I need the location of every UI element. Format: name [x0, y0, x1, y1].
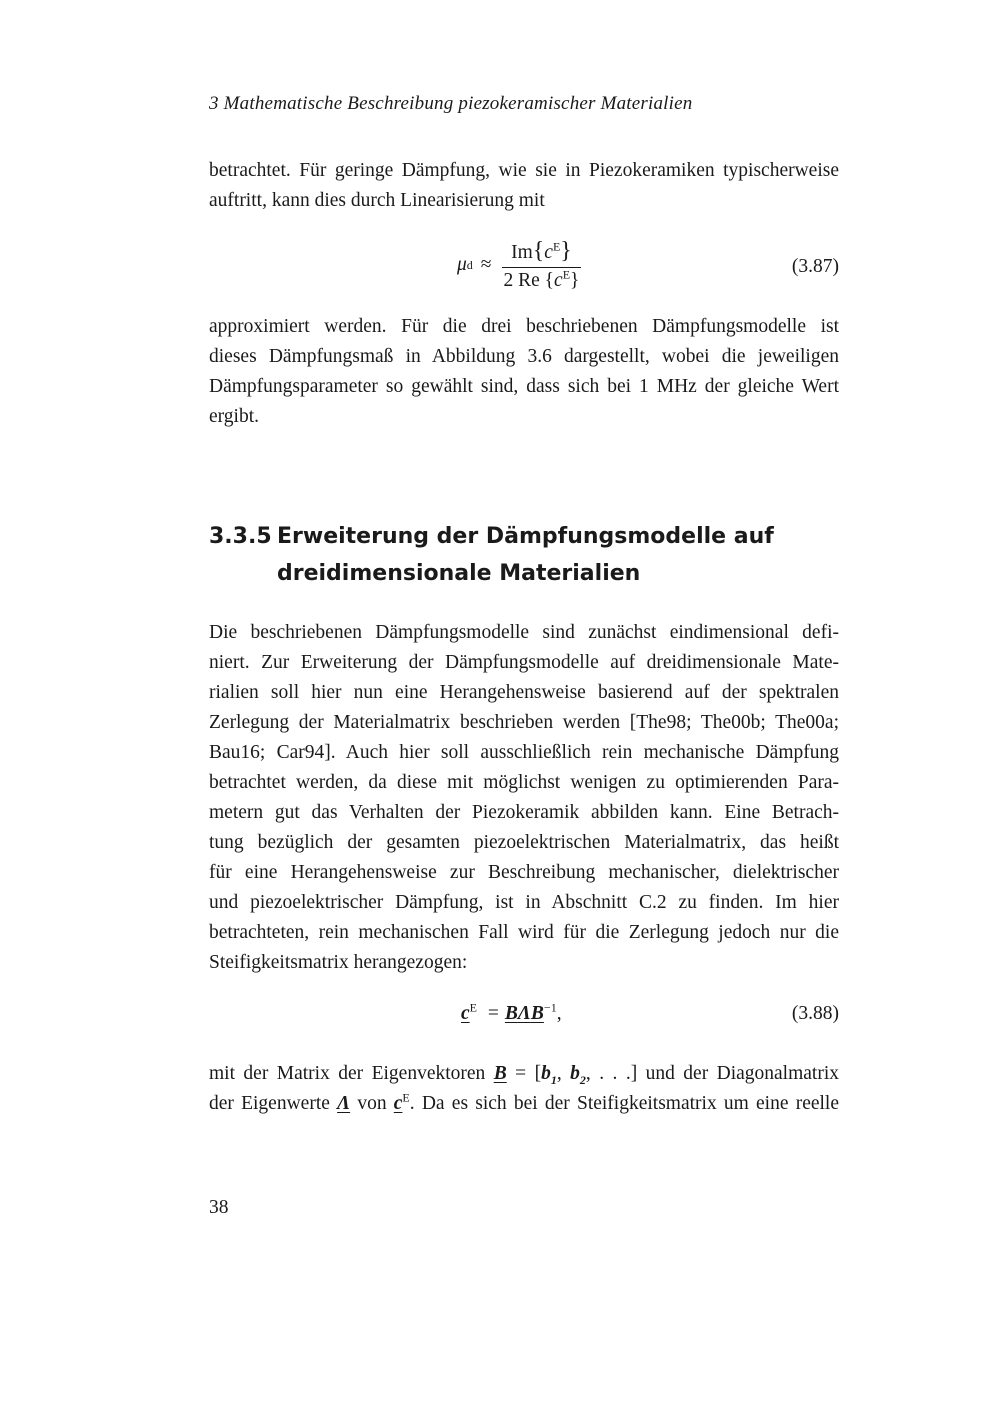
- section-title-line-2: dreidimensionale Materialien: [277, 561, 641, 586]
- left-brace: {: [532, 238, 545, 264]
- mu-symbol: μ: [457, 254, 467, 275]
- superscript-e: E: [562, 267, 571, 282]
- text-line: betrachtet werden, da diese mit möglichst wenigen zu optimierenden Para-: [209, 772, 839, 793]
- text-fragment: von: [350, 1093, 394, 1114]
- text-fragment: der Eigenwerte: [209, 1093, 338, 1114]
- c-matrix: c: [461, 1003, 470, 1024]
- left-brace: {: [544, 270, 555, 291]
- text-line: metern gut das Verhalten der Piezokeramik abbilden kann. Eine Betrach-: [209, 802, 839, 823]
- section-title-line-1: Erweiterung der Dämpfungsmodelle auf: [277, 524, 774, 549]
- equation-number: (3.88): [791, 1003, 839, 1024]
- text-line: dieses Dämpfungsmaß in Abbildung 3.6 dargestellt, wobei die jeweiligen: [209, 346, 839, 367]
- fraction-numerator: [502, 238, 582, 268]
- right-brace: }: [570, 270, 580, 291]
- equation-body: [461, 1000, 562, 1025]
- b-matrix: B: [504, 1003, 518, 1024]
- text-line: ergibt.: [209, 406, 260, 427]
- fraction: [502, 238, 582, 292]
- b2-vector: b: [570, 1063, 580, 1084]
- text-line: rialien soll hier nun eine Herangehensweise basierend auf der spektralen: [209, 682, 839, 703]
- approx-sign: ≈: [480, 254, 492, 275]
- trailing-comma: ,: [556, 1003, 562, 1024]
- b-matrix-inverse: B: [530, 1003, 544, 1024]
- text-fragment: = [: [506, 1063, 542, 1084]
- text-fragment: . Da es sich bei der Steifigkeitsmatrix um eine reelle: [409, 1093, 839, 1114]
- text-line: niert. Zur Erweiterung der Dämpfungsmodelle auf dreidimensionale Mate-: [209, 652, 839, 673]
- equation-body: μ d ≈ $\frac{Im\{c^E\}}{2 Re \{c^E\}}$: [457, 238, 580, 291]
- paragraph-4: [209, 1059, 839, 1119]
- text-line: tung bezüglich der gesamten piezoelektrischen Materialmatrix, das heißt: [209, 832, 839, 853]
- b1-vector: b: [541, 1063, 551, 1084]
- paragraph-2: [209, 312, 839, 432]
- page-number: 38: [209, 1197, 229, 1218]
- text-line: [209, 1059, 839, 1089]
- b2-subscript: 2: [579, 1072, 586, 1087]
- text-line: Steifigkeitsmatrix herangezogen:: [209, 952, 468, 973]
- text-fragment: und der Diagonalmatrix: [637, 1063, 839, 1084]
- im-operator: Im: [511, 242, 533, 263]
- paragraph-1: [209, 156, 839, 216]
- lambda-matrix: Λ: [337, 1093, 351, 1114]
- equation-3-87: [209, 232, 839, 302]
- c-matrix: c: [393, 1093, 403, 1114]
- text-fragment: ,: [556, 1063, 571, 1084]
- c-variable: c: [554, 270, 563, 291]
- superscript-e: E: [402, 1090, 410, 1105]
- text-line: Zerlegung der Materialmatrix beschrieben werden [The98; The00b; The00a;: [209, 712, 839, 733]
- b1-subscript: 1: [550, 1072, 557, 1087]
- text-line: betrachteten, rein mechanischen Fall wird für die Zerlegung jedoch nur die: [209, 922, 839, 943]
- section-number: 3.3.5: [209, 524, 272, 549]
- text-fragment: , . . .]: [585, 1063, 638, 1084]
- running-header: 3 Mathematische Beschreibung piezokeramischer Materialien: [209, 93, 693, 114]
- text-line: für eine Herangehensweise zur Beschreibung mechanischer, dielektrischer: [209, 862, 839, 883]
- inverse-exponent: −1: [543, 1000, 557, 1015]
- text-line: betrachtet. Für geringe Dämpfung, wie sie in Piezokeramiken typischerweise: [209, 160, 839, 181]
- equation-3-88: [209, 1000, 839, 1035]
- text-line: Bau16; Car94]. Auch hier soll ausschließlich rein mechanische Dämpfung: [209, 742, 839, 763]
- c-variable: c: [544, 242, 553, 263]
- b-matrix: B: [493, 1063, 507, 1084]
- text-line: und piezoelektrischer Dämpfung, ist in Abschnitt C.2 zu finden. Im hier: [209, 892, 839, 913]
- superscript-e: E: [552, 239, 561, 254]
- text-line: Dämpfungsparameter so gewählt sind, dass sich bei 1 MHz der gleiche Wert: [209, 376, 839, 397]
- superscript-e: E: [469, 1000, 477, 1015]
- equals-sign: =: [487, 1003, 499, 1024]
- text-line: Die beschriebenen Dämpfungsmodelle sind zunächst eindimensional defi-: [209, 622, 839, 643]
- text-fragment: mit der Matrix der Eigenvektoren: [209, 1063, 494, 1084]
- right-brace: }: [560, 238, 572, 264]
- lambda-matrix: Λ: [517, 1003, 531, 1024]
- text-line: [209, 1089, 839, 1119]
- fraction-denominator: [502, 268, 582, 292]
- text-line: auftritt, kann dies durch Linearisierung mit: [209, 190, 545, 211]
- re-operator: 2 Re: [503, 270, 540, 291]
- paragraph-3: [209, 618, 839, 978]
- text-line: approximiert werden. Für die drei beschriebenen Dämpfungsmodelle ist: [209, 316, 839, 337]
- equation-number: (3.87): [791, 256, 839, 277]
- section-heading: [209, 518, 774, 592]
